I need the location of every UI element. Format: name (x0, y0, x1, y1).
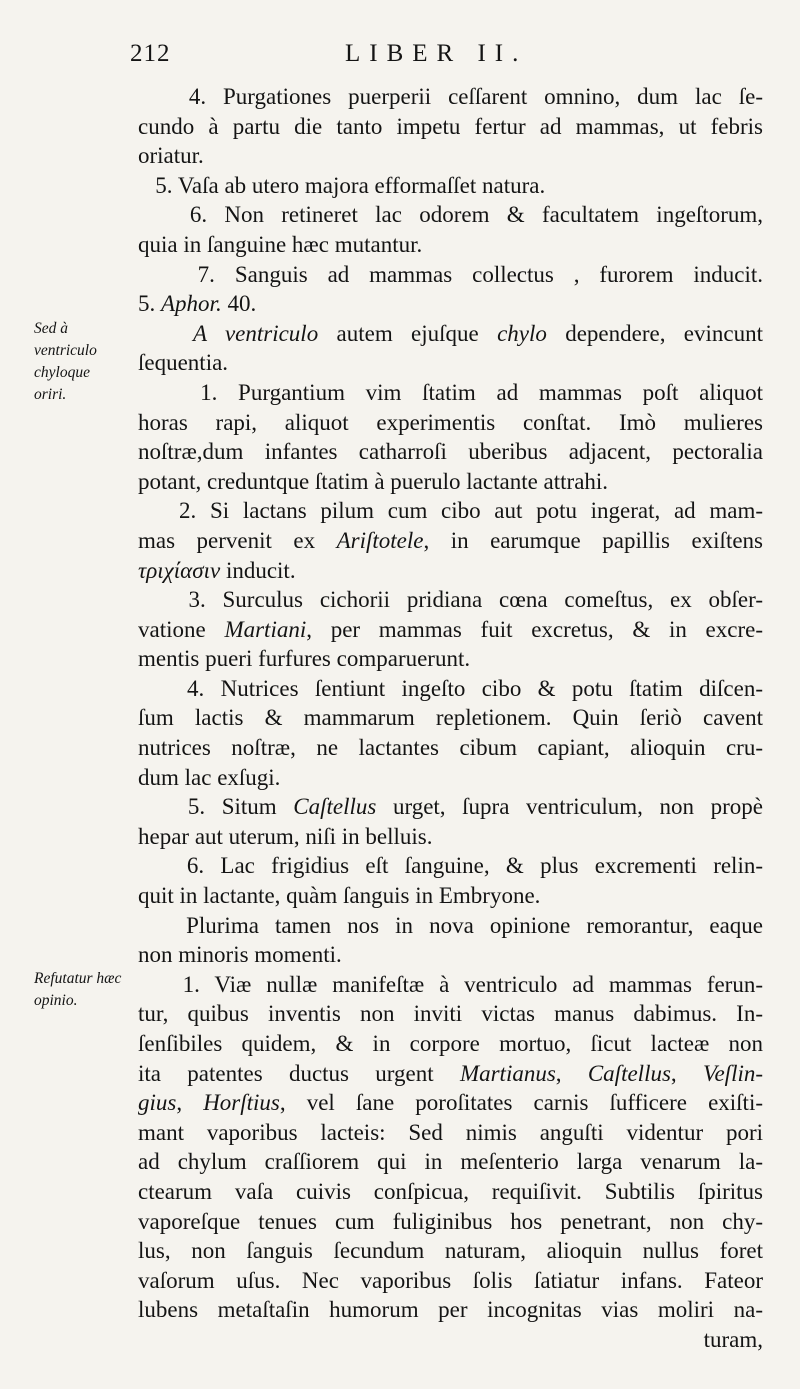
text-span: autem ejuſque (318, 320, 498, 346)
text-span: mas pervenit ex (138, 527, 337, 553)
text-line (138, 1118, 763, 1148)
text-line (138, 703, 763, 733)
text-span: 4. Purgationes puerperii ceſſarent omnino, dum lac ſe- (138, 84, 763, 109)
text-line (138, 733, 763, 763)
text-line (138, 1325, 763, 1355)
text-span: 7. Sanguis ad mammas collectus , furorem inducit. (138, 261, 763, 287)
text-span: , (670, 1060, 703, 1086)
text-span: turam, (703, 1326, 763, 1352)
italic-span: chylo (497, 320, 547, 346)
italic-span: Aphor. (161, 291, 222, 317)
text-span: 5. Situm (138, 794, 294, 820)
text-span: ctearum vaſa cuivis conſpicua, requiſivit. Subtilis ſpiritus (138, 1178, 763, 1204)
margin-note: Sed à ventriculo chyloque oriri. (34, 320, 97, 403)
text-line (138, 556, 763, 586)
text-line (138, 881, 763, 911)
text-line (138, 171, 763, 201)
italic-span: Veſlin- (702, 1060, 764, 1086)
text-line (138, 1266, 763, 1296)
text-line (138, 851, 763, 881)
text-span: lus, non ſanguis ſecundum naturam, alioquin nullus foret (138, 1238, 763, 1264)
text-line (138, 1177, 763, 1207)
text-line (138, 585, 763, 615)
text-line (138, 822, 763, 852)
text-span: vaporeſque tenues cum fuliginibus hos penetrant, non chy- (138, 1208, 763, 1234)
text-span: , vel ſane poroſitates carnis ſufficere exiſti- (279, 1090, 763, 1116)
italic-span: Caſtellus (293, 794, 377, 820)
text-span: 1. Viæ nullæ manifeſtæ à ventriculo ad mammas ferun- (138, 971, 763, 997)
text-line (138, 1147, 763, 1177)
text-line (138, 112, 763, 142)
text-span: dependere, evincunt (546, 320, 763, 346)
body-text (138, 82, 763, 1355)
italic-span: gius (138, 1090, 177, 1116)
italic-span: τριχίασιν (138, 557, 221, 583)
text-line (138, 792, 763, 822)
text-span: cundo à partu die tanto impetu fertur ad mammas, ut febris (138, 113, 763, 139)
text-span: quia in ſanguine hæc mutantur. (138, 231, 423, 257)
italic-span: Caſtellus (587, 1060, 671, 1086)
text-line (138, 1236, 763, 1266)
page-header (130, 40, 760, 80)
text-span: , (176, 1090, 204, 1116)
text-line (138, 200, 763, 230)
text-line (138, 644, 763, 674)
text-line (138, 999, 763, 1029)
text-line (138, 260, 763, 290)
text-span: horas rapi, aliquot experimentis conſtat. Imò mulieres (138, 409, 763, 435)
text-span: nutrices noſtræ, ne lactantes cibum capiant, alioquin cru- (138, 735, 763, 761)
text-span: 6. Non retineret lac odorem & facultatem ingeſtorum, (138, 202, 763, 228)
text-span: , in earumque papillis exiſtens (423, 527, 763, 553)
page-number: 212 (130, 40, 171, 67)
text-span: 5. (138, 291, 161, 317)
text-line (138, 289, 763, 319)
text-span: lubens metaſtaſin humorum per incognitas vias moliri na- (138, 1297, 763, 1323)
text-span: quit in lactante, quàm ſanguis in Embryone. (138, 883, 541, 909)
text-line (138, 615, 763, 645)
text-span: , per mammas fuit excretus, & in excre- (306, 616, 763, 642)
text-span (138, 321, 193, 346)
text-span: mant vaporibus lacteis: Sed nimis anguſti videntur pori (138, 1119, 763, 1145)
text-span: vatione (138, 616, 225, 642)
italic-span: A ventriculo (192, 320, 319, 346)
text-line (138, 970, 763, 1000)
text-span: oriatur. (138, 143, 204, 169)
text-line (138, 496, 763, 526)
text-span: hepar aut uterum, niſi in belluis. (138, 823, 433, 849)
text-span: inducit. (220, 557, 296, 583)
italic-span: Martiani (224, 616, 307, 642)
running-title: LIBER II. (345, 40, 528, 67)
text-span: ſequentia. (138, 350, 229, 376)
text-line (138, 763, 763, 793)
text-span: noſtræ,dum infantes catharroſi uberibus adjacent, pectoralia (138, 439, 763, 465)
text-line (138, 437, 763, 467)
italic-span: Ariſtotele (336, 527, 424, 553)
text-line (138, 82, 763, 112)
text-line (138, 319, 763, 349)
text-span: tur, quibus inventis non inviti victas manus dabimus. In- (138, 1001, 763, 1027)
text-line (138, 408, 763, 438)
text-line (138, 526, 763, 556)
text-span: ad chylum craſſiorem qui in meſenterio larga venarum la- (138, 1149, 763, 1175)
text-line (138, 467, 763, 497)
text-line (138, 1207, 763, 1237)
text-line (138, 674, 763, 704)
margin-note: Refutatur hæc opinio. (34, 970, 122, 1009)
text-span: non minoris momenti. (138, 942, 342, 968)
text-line (138, 1059, 763, 1089)
text-line (138, 378, 763, 408)
text-span: ſenſibiles quidem, & in corpore mortuo, ſicut lacteæ non (138, 1031, 763, 1056)
text-span: potant, creduntque ſtatim à puerulo lactante attrahi. (138, 468, 609, 494)
text-span: Plurima tamen nos in nova opinione remorantur, eaque (138, 912, 763, 938)
text-line (138, 1029, 763, 1059)
text-span: 5. Vaſa ab utero majora efformaſſet natura. (138, 172, 546, 198)
text-span: urget, ſupra ventriculum, non propè (376, 794, 764, 820)
text-line (138, 348, 763, 378)
margin-notes (34, 318, 134, 1009)
text-span: 6. Lac frigidius eſt ſanguine, & plus excrementi relin- (138, 853, 763, 879)
text-span: 2. Si lactans pilum cum cibo aut potu ingerat, ad mam- (138, 498, 763, 524)
text-span: 1. Purgantium vim ſtatim ad mammas poſt aliquot (138, 379, 763, 405)
text-span: ſum lactis & mammarum repletionem. Quin ſeriò cavent (138, 705, 763, 731)
text-span: 4. Nutrices ſentiunt ingeſto cibo & potu ſtatim diſcen- (138, 675, 763, 701)
italic-span: Horſtius (203, 1090, 280, 1116)
text-line (138, 230, 763, 260)
text-span: ita patentes ductus urgent (138, 1060, 460, 1086)
text-line (138, 1295, 763, 1325)
text-span: dum lac exſugi. (138, 764, 281, 790)
text-span: vaſorum uſus. Nec vaporibus ſolis ſatiatur infans. Fateor (138, 1267, 763, 1293)
italic-span: Martianus (459, 1060, 556, 1086)
text-line (138, 940, 763, 970)
text-line (138, 141, 763, 171)
text-span: 40. (221, 291, 257, 317)
text-span: mentis pueri furfures comparuerunt. (138, 646, 471, 672)
text-span: 3. Surculus cichorii pridiana cœna comeſtus, ex obſer- (138, 587, 763, 613)
text-line (138, 911, 763, 941)
text-line (138, 1088, 763, 1118)
text-span: , (555, 1060, 588, 1086)
